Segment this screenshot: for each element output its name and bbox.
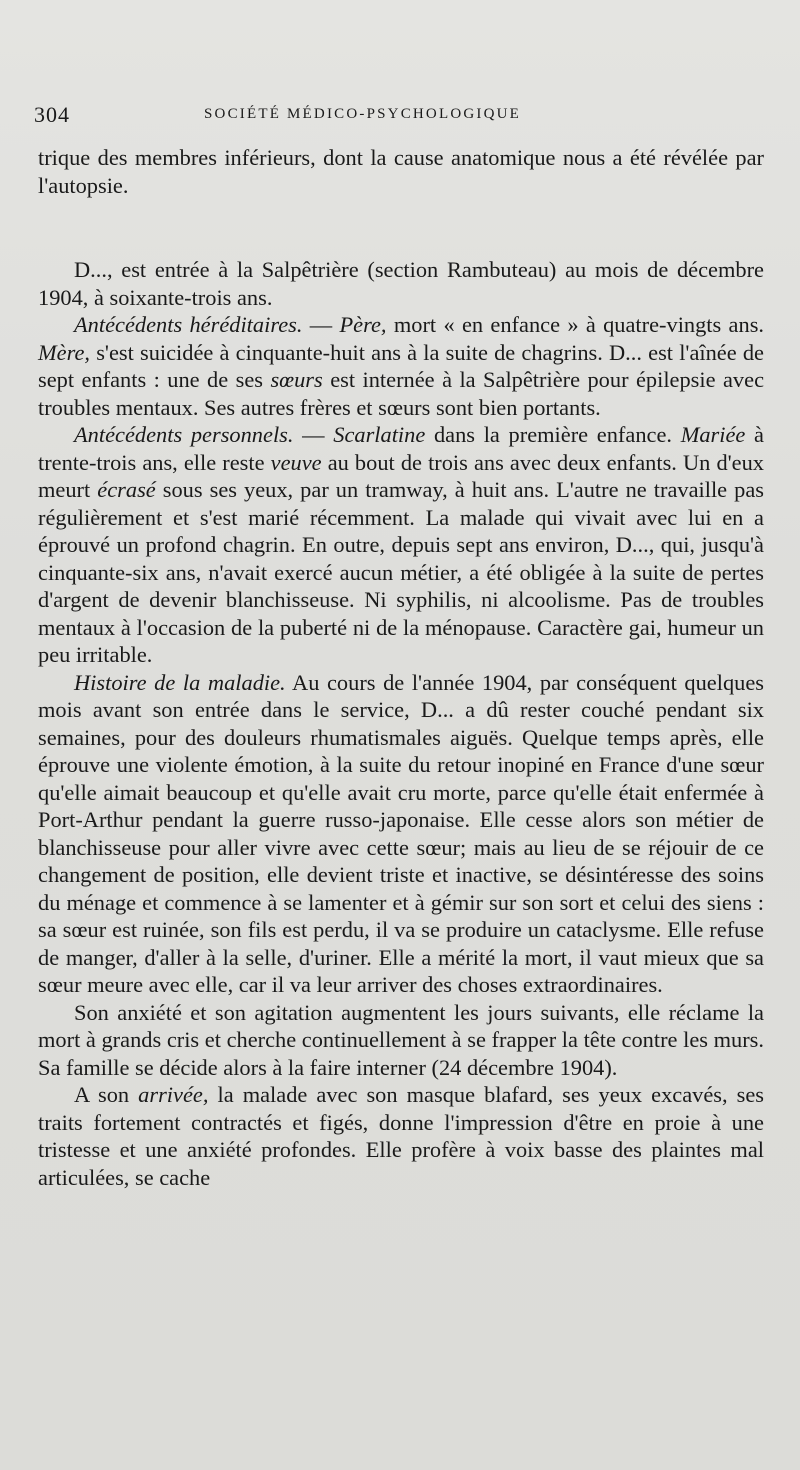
personal-label: Antécédents personnels. bbox=[74, 422, 294, 447]
paragraph-history bbox=[38, 669, 764, 999]
text-run: dans la première enfance. bbox=[425, 422, 681, 447]
word-veuve: veuve bbox=[270, 449, 322, 475]
word-scarlatine: Scarlatine bbox=[333, 422, 426, 447]
section-gap bbox=[38, 199, 764, 256]
text-run: mort « en enfance » à quatre-vingts ans. bbox=[386, 312, 765, 337]
history-label: Histoire de la maladie. bbox=[74, 669, 286, 695]
dash: — bbox=[302, 312, 340, 337]
word-pere: Père, bbox=[339, 312, 387, 337]
text-run: sous ses yeux, par un tramway, à huit ans. L'autre ne travaille pas régulièrement et s'est marié récemment. La malade qui vivait avec lui en a éprouvé un profond chagrin. En outre, depuis sept ans environ, D..., qui, jusqu'à cinquante-six ans, n'avait exercé aucun métier, a été obligée à la suite de pertes d'argent de devenir blanchisseuse. Ni syphilis, ni alcoolisme. Pas de troubles mentaux à l'occasion de la puberté ni de la ménopause. Caractère gai, humeur un peu irritable. bbox=[38, 477, 764, 667]
text-run: Au cours de l'année 1904, par conséquent quelques mois avant son entrée dans le service, D... a dû rester couché pendant six semaines, pour des douleurs rhumatismales aiguës. Quelque temps après, elle éprouve une violente émotion, à la suite du retour inopiné en France d'une sœur qu'elle aimait beaucoup et qu'elle avait cru morte, parce qu'elle était enfermée à Port-Arthur pendant la guerre russo-japonaise. Elle cesse alors son métier de blanchisseuse pour aller vivre avec cette sœur; mais au lieu de se réjouir de ce changement de position, elle devient triste et inactive, se désintéresse des soins du ménage et commence à se lamenter et à gémir sur son sort et celui des siens : sa sœur est ruinée, son fils est perdu, il va se produire un cataclysme. Elle refuse de manger, d'aller à la selle, d'uriner. Elle a mérité la mort, il vaut mieux que sa sœur meure avec elle, car il va leur arriver des choses extraordinaires. bbox=[38, 669, 764, 997]
word-soeurs: sœurs bbox=[270, 367, 323, 392]
paragraph-hereditary bbox=[38, 311, 764, 421]
text-run: au bout de trois ans avec deux enfants. Un d'eux meurt bbox=[38, 449, 765, 502]
text-run: s'est suicidée à cinquante-huit ans à la suite de chagrins. D... est l'aînée de sept enfants : une de ses bbox=[38, 339, 764, 392]
page-header bbox=[34, 96, 764, 132]
running-head: SOCIÉTÉ MÉDICO-PSYCHOLOGIQUE bbox=[204, 106, 522, 122]
paragraph-personal bbox=[38, 421, 764, 669]
text-run: la malade avec son masque blafard, ses yeux excavés, ses traits fortement contractés et figés, donne l'impression d'être en proie à une tristesse et une anxiété profondes. Elle profère à voix basse des plaintes mal articulées, se cache bbox=[38, 1082, 765, 1190]
text-run: est internée à la Salpêtrière pour épilepsie avec troubles mentaux. Ses autres frères et sœurs sont bien portants. bbox=[38, 367, 765, 420]
body-text bbox=[38, 144, 764, 1191]
text-run: à trente-trois ans, elle reste bbox=[38, 422, 764, 475]
paragraph-continuation: trique des membres inférieurs, dont la cause anatomique nous a été révélée par l'autopsie. bbox=[38, 145, 764, 198]
paragraph-anxiety: Son anxiété et son agitation augmentent les jours suivants, elle réclame la mort à grands cris et cherche continuellement à se frapper la tête contre les murs. Sa famille se décide alors à la faire interner (24 décembre 1904). bbox=[38, 999, 764, 1080]
dash: — bbox=[293, 422, 334, 447]
word-mere: Mère, bbox=[38, 339, 91, 365]
page-number: 304 bbox=[34, 102, 70, 127]
word-ecrase: écrasé bbox=[97, 477, 156, 502]
word-arrivee: arrivée, bbox=[138, 1082, 209, 1107]
paragraph-arrival bbox=[38, 1081, 764, 1191]
paragraph-patient-intro: D..., est entrée à la Salpêtrière (section Rambuteau) au mois de décembre 1904, à soixante-trois ans. bbox=[38, 257, 764, 310]
text-run: A son bbox=[74, 1082, 139, 1107]
word-mariee: Mariée bbox=[680, 422, 746, 447]
hereditary-label: Antécédents héréditaires. bbox=[74, 312, 303, 337]
